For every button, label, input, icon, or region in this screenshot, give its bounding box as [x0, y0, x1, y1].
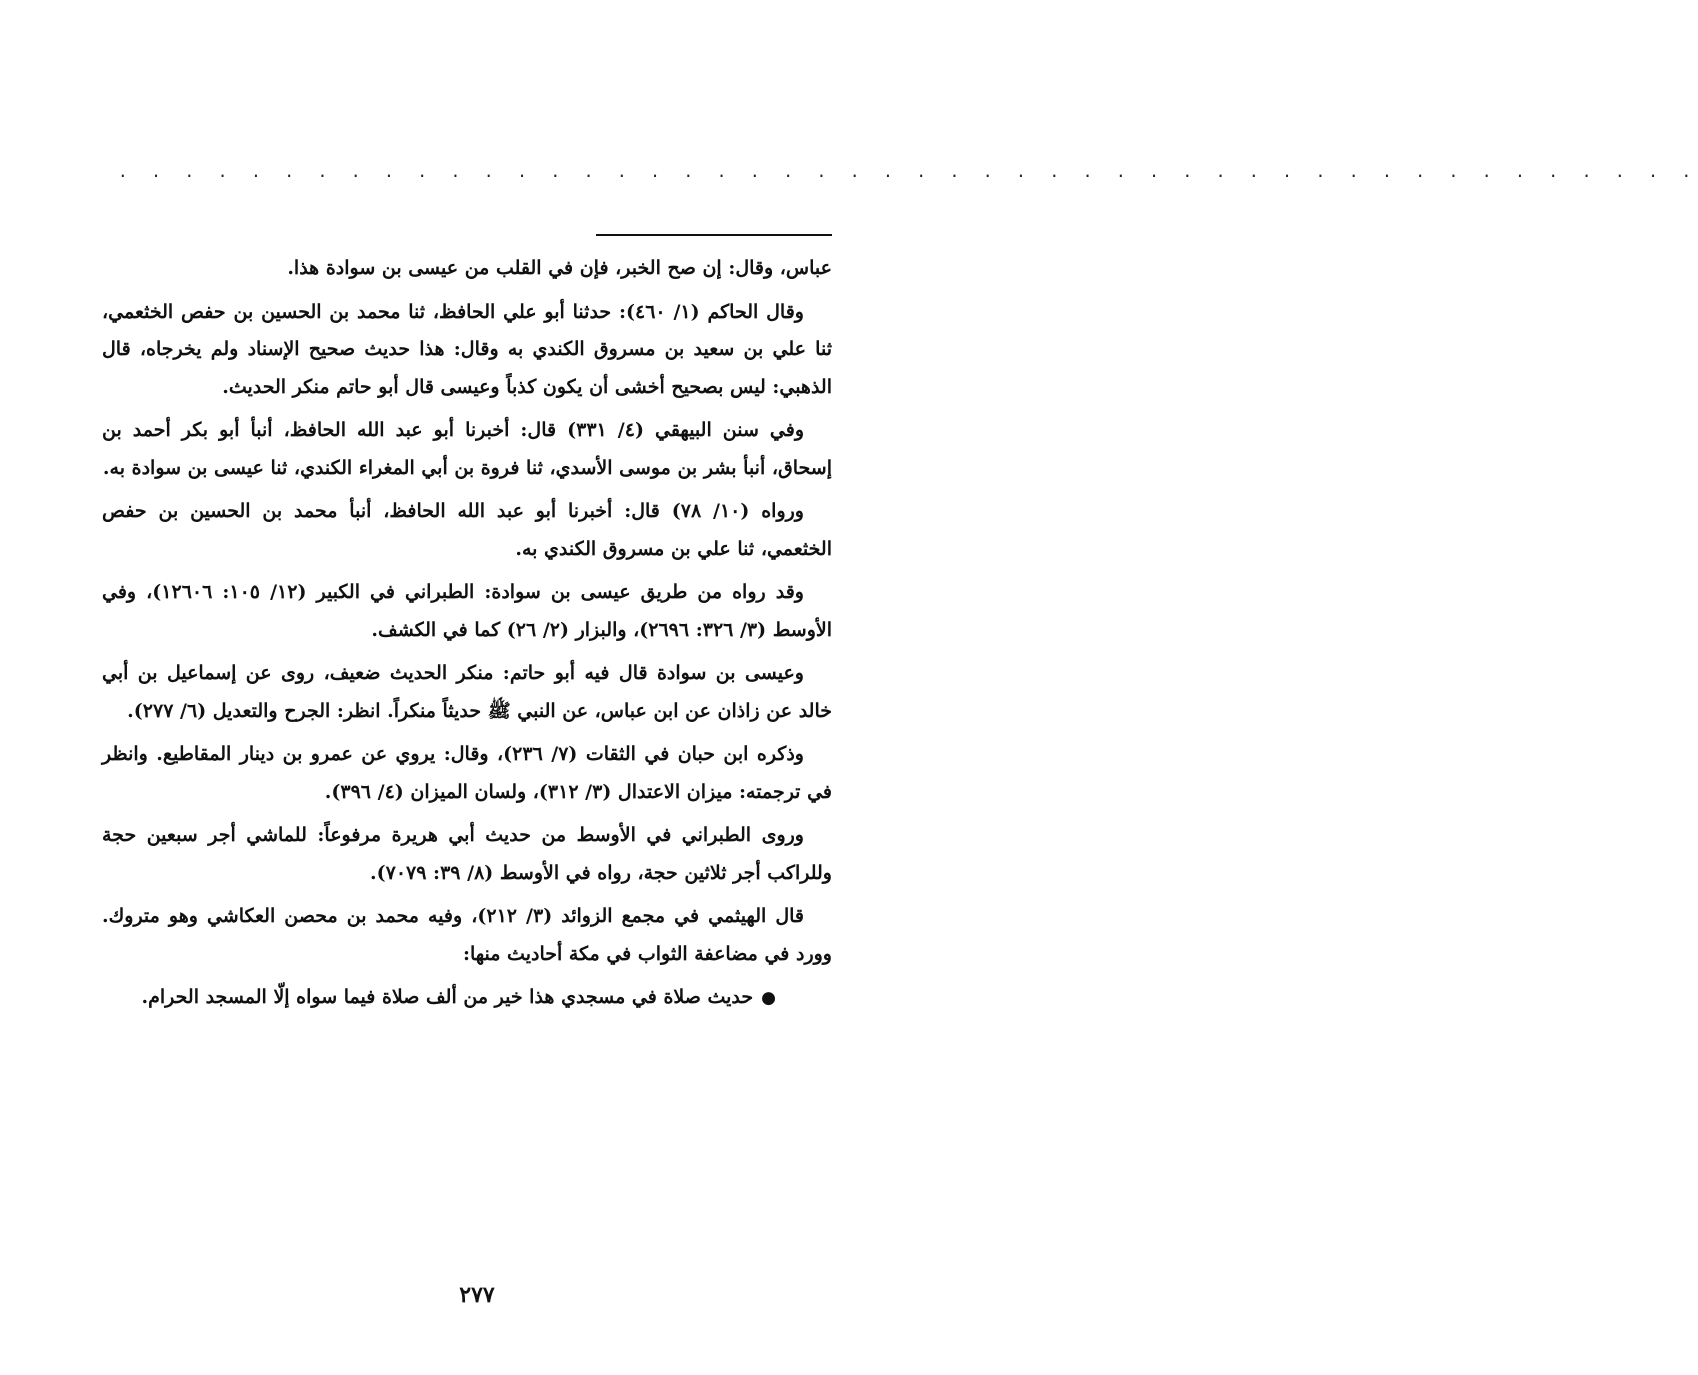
- paragraph: وفي سنن البيهقي (٤/ ٣٣١) قال: أخبرنا أبو عبد الله الحافظ، أنبأ أبو بكر أحمد بن إسحاق، أنبأ بشر بن موسى الأسدي، ثنا فروة بن أبي المغراء الكندي، ثنا عيسى بن سوادة به.: [102, 419, 832, 479]
- bullet-item: [102, 979, 832, 1018]
- paragraph: ورواه (١٠/ ٧٨) قال: أخبرنا أبو عبد الله الحافظ، أنبأ محمد بن الحسين بن حفص الخثعمي، ثنا علي بن مسروق الكندي به.: [102, 500, 832, 560]
- paragraph: قال الهيثمي في مجمع الزوائد (٣/ ٢١٢)، وفيه محمد بن محصن العكاشي وهو متروك. وورد في مضاعفة الثواب في مكة أحاديث منها:: [102, 905, 832, 965]
- bullet-icon: ●: [761, 988, 776, 1008]
- paragraph-continuation: عباس، وقال: إن صح الخبر، فإن في القلب من عيسى بن سوادة هذا.: [287, 257, 832, 279]
- page-body: [102, 250, 832, 1260]
- dotted-separator: . . . . . . . . . . . . . . . . . . . . . . . . . . . . . . . . . . . . . . . . . . . . . . . .: [118, 162, 1698, 181]
- paragraph: وقد رواه من طريق عيسى بن سوادة: الطبراني في الكبير (١٢/ ١٠٥: ١٢٦٠٦)، وفي الأوسط (٣/ ٣٢٦: ٢٦٩٦)، والبزار (٢/ ٢٦) كما في الكشف.: [102, 581, 832, 641]
- paragraph: وقال الحاكم (١/ ٤٦٠): حدثنا أبو علي الحافظ، ثنا محمد بن الحسين بن حفص الخثعمي، ثنا علي بن سعيد بن مسروق الكندي به وقال: هذا حديث صحيح الإسناد ولم يخرجاه، قال الذهبي: ليس بصحيح أخشى أن يكون كذباً وعيسى قال أبو حاتم منكر الحديث.: [102, 300, 832, 398]
- paragraph: وروى الطبراني في الأوسط من حديث أبي هريرة مرفوعاً: للماشي أجر سبعين حجة وللراكب أجر ثلاثين حجة، رواه في الأوسط (٨/ ٣٩: ٧٠٧٩).: [102, 824, 832, 884]
- paragraph: وعيسى بن سوادة قال فيه أبو حاتم: منكر الحديث ضعيف، روى عن إسماعيل بن أبي خالد عن زاذان عن ابن عباس، عن النبي ﷺ حديثاً منكراً. انظر: الجرح والتعديل (٦/ ٢٧٧).: [102, 662, 832, 722]
- footnote-rule: [596, 234, 832, 236]
- bullet-text: حديث صلاة في مسجدي هذا خير من ألف صلاة فيما سواه إلّا المسجد الحرام.: [141, 986, 754, 1008]
- page-number: ٢٧٧: [459, 1282, 495, 1308]
- paragraph: وذكره ابن حبان في الثقات (٧/ ٢٣٦)، وقال: يروي عن عمرو بن دينار المقاطيع. وانظر في ترجمته: ميزان الاعتدال (٣/ ٣١٢)، ولسان الميزان (٤/ ٣٩٦).: [102, 743, 832, 803]
